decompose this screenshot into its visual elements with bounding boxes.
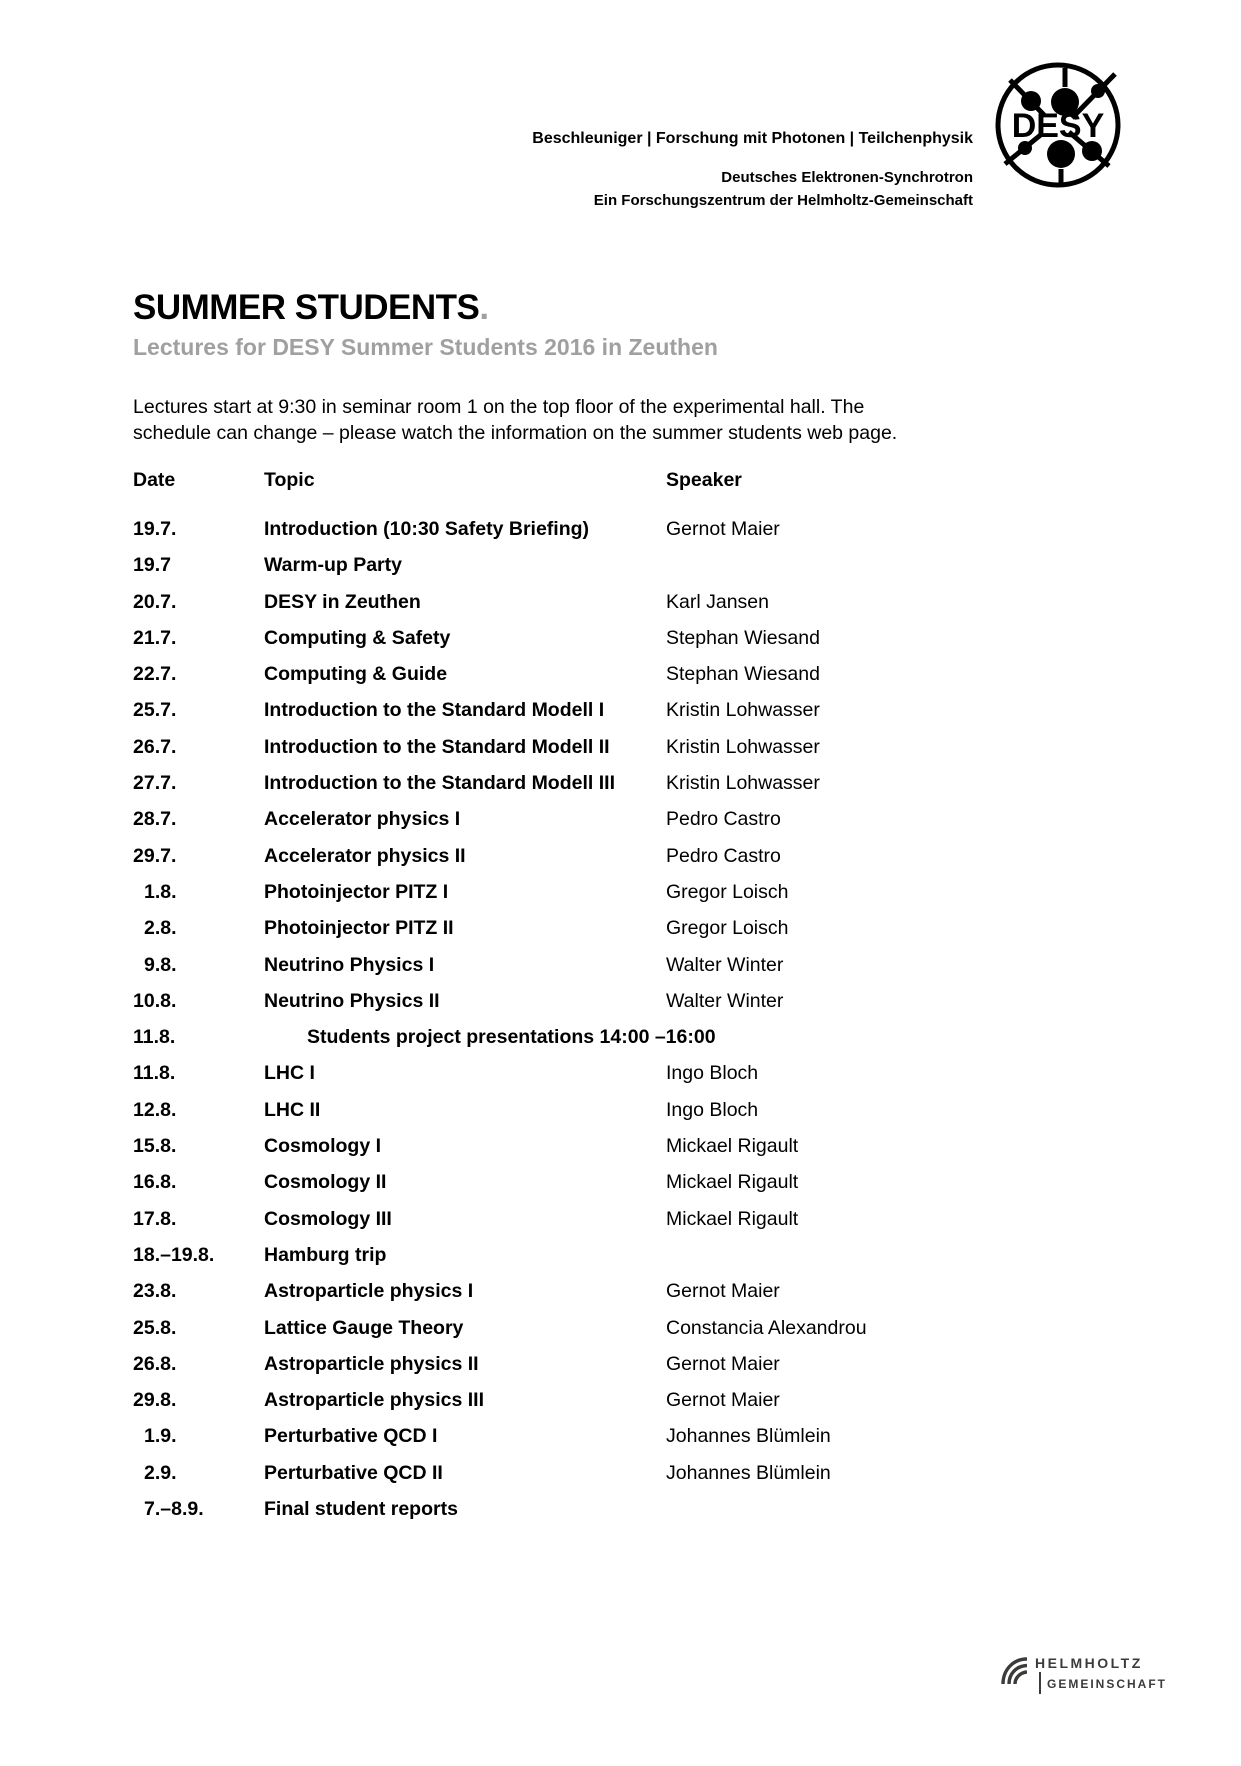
lecture-date: 7.–8.9. xyxy=(144,1498,204,1521)
lecture-speaker: Walter Winter xyxy=(666,953,784,976)
table-body xyxy=(133,511,1123,1527)
lecture-date: 1.8. xyxy=(144,880,177,903)
lecture-speaker: Stephan Wiesand xyxy=(666,663,820,686)
table-row xyxy=(133,1128,1123,1164)
table-row xyxy=(133,1346,1123,1382)
lecture-topic: Cosmology I xyxy=(264,1135,382,1158)
lecture-speaker: Gregor Loisch xyxy=(666,880,789,903)
column-header-speaker: Speaker xyxy=(666,469,742,491)
lecture-topic: Neutrino Physics II xyxy=(264,989,440,1012)
table-row xyxy=(133,874,1123,910)
table-row xyxy=(133,656,1123,692)
helmholtz-gemeinschaft: GEMEINSCHAFT xyxy=(1047,1677,1167,1691)
table-row xyxy=(133,1418,1123,1454)
table-row xyxy=(133,1455,1123,1491)
helmholtz-divider-bar xyxy=(1039,1672,1041,1694)
lecture-topic: Accelerator physics II xyxy=(264,844,466,867)
lecture-date: 19.7. xyxy=(133,518,177,540)
lecture-speaker: Johannes Blümlein xyxy=(666,1425,831,1448)
lecture-topic: Accelerator physics I xyxy=(264,808,461,831)
lecture-topic: Computing & Safety xyxy=(264,626,451,649)
lecture-speaker: Stephan Wiesand xyxy=(666,626,820,649)
table-row xyxy=(133,910,1123,946)
desy-org-line2: Ein Forschungszentrum der Helmholtz-Gemeinschaft xyxy=(593,192,973,209)
lecture-date: 18.–19.8. xyxy=(133,1243,215,1266)
lecture-date: 25.8. xyxy=(133,1316,177,1339)
helmholtz-swoosh-icon xyxy=(1001,1657,1027,1685)
lecture-date: 17.8. xyxy=(133,1207,177,1230)
table-row xyxy=(133,947,1123,983)
lecture-topic: Photoinjector PITZ II xyxy=(264,917,454,940)
table-row xyxy=(133,547,1123,583)
lecture-topic: Introduction to the Standard Modell I xyxy=(264,699,605,722)
lecture-date: 9.8. xyxy=(144,953,177,976)
table-row xyxy=(133,1382,1123,1418)
intro-line-2: schedule can change – please watch the information on the summer students web page. xyxy=(133,422,898,444)
lecture-topic: Perturbative QCD I xyxy=(264,1425,438,1448)
lecture-schedule-table xyxy=(133,462,1123,1527)
lecture-date: 1.9. xyxy=(144,1425,177,1448)
lecture-topic: Photoinjector PITZ I xyxy=(264,880,449,903)
lecture-date: 2.9. xyxy=(144,1461,177,1484)
lecture-date: 12.8. xyxy=(133,1098,177,1121)
helmholtz-sub xyxy=(1039,1672,1167,1694)
desy-org-line1: Deutsches Elektronen-Synchrotron xyxy=(721,169,973,186)
lecture-speaker: Johannes Blümlein xyxy=(666,1461,831,1484)
table-row xyxy=(133,1055,1123,1091)
helmholtz-logo xyxy=(1001,1655,1167,1694)
table-row xyxy=(133,801,1123,837)
lecture-topic: Cosmology II xyxy=(264,1171,387,1194)
lecture-date: 22.7. xyxy=(133,663,177,686)
lecture-speaker xyxy=(666,547,1123,583)
table-row xyxy=(133,983,1123,1019)
lecture-speaker: Gernot Maier xyxy=(666,1389,780,1412)
lecture-speaker: Walter Winter xyxy=(666,989,784,1012)
page-title-period: . xyxy=(479,288,489,327)
lecture-speaker: Ingo Bloch xyxy=(666,1062,759,1085)
lecture-topic: Warm-up Party xyxy=(264,554,402,577)
lecture-speaker: Mickael Rigault xyxy=(666,1135,799,1158)
page-title xyxy=(133,288,489,328)
lecture-topic: Computing & Guide xyxy=(264,663,448,686)
lecture-speaker: Pedro Castro xyxy=(666,808,781,831)
table-header-row xyxy=(133,462,1123,511)
table-row xyxy=(133,584,1123,620)
page-subtitle: Lectures for DESY Summer Students 2016 in Zeuthen xyxy=(133,334,718,360)
lecture-date: 2.8. xyxy=(144,917,177,940)
lecture-date: 11.8. xyxy=(133,1026,176,1049)
lecture-topic: Astroparticle physics II xyxy=(264,1352,479,1375)
lecture-topic: LHC II xyxy=(264,1098,321,1121)
lecture-speaker: Pedro Castro xyxy=(666,844,781,867)
lecture-topic: Lattice Gauge Theory xyxy=(264,1316,464,1339)
lecture-date: 26.7. xyxy=(133,735,177,758)
lecture-speaker xyxy=(666,1237,1123,1273)
intro-line-1: Lectures start at 9:30 in seminar room 1 on the top floor of the experimental hall. The xyxy=(133,396,865,418)
column-header-date: Date xyxy=(133,469,176,491)
lecture-speaker: Karl Jansen xyxy=(666,590,769,613)
lecture-topic: Astroparticle physics III xyxy=(264,1389,484,1412)
lecture-topic: Hamburg trip xyxy=(264,1243,387,1266)
table-row xyxy=(133,1491,1123,1527)
lecture-topic: Neutrino Physics I xyxy=(264,953,435,976)
lecture-speaker: Kristin Lohwasser xyxy=(666,772,820,795)
table-row xyxy=(133,1310,1123,1346)
lecture-date: 16.8. xyxy=(133,1171,177,1194)
lecture-speaker: Gernot Maier xyxy=(666,518,780,540)
lecture-topic: Final student reports xyxy=(264,1498,458,1521)
lecture-date: 11.8. xyxy=(133,1062,176,1085)
helmholtz-name: HELMHOLTZ xyxy=(1035,1655,1143,1671)
lecture-date: 28.7. xyxy=(133,808,177,831)
table-row xyxy=(133,692,1123,728)
lecture-speaker xyxy=(666,1491,1123,1527)
desy-tagline: Beschleuniger | Forschung mit Photonen | Teilchenphysik xyxy=(532,130,973,147)
table-row xyxy=(133,1237,1123,1273)
lecture-speaker: Constancia Alexandrou xyxy=(666,1316,867,1339)
intro-paragraph xyxy=(133,394,897,446)
lecture-speaker: Mickael Rigault xyxy=(666,1207,799,1230)
helmholtz-wordmark xyxy=(1035,1655,1167,1694)
lecture-date: 25.7. xyxy=(133,699,177,722)
lecture-date: 19.7 xyxy=(133,554,171,577)
desy-logo-text: DESY xyxy=(1011,107,1105,145)
lecture-topic: Astroparticle physics I xyxy=(264,1280,474,1303)
lecture-date: 29.7. xyxy=(133,844,177,867)
lecture-topic: Perturbative QCD II xyxy=(264,1461,443,1484)
lecture-topic: DESY in Zeuthen xyxy=(264,590,421,613)
table-row xyxy=(133,1164,1123,1200)
lecture-date: 15.8. xyxy=(133,1135,177,1158)
lecture-speaker: Gernot Maier xyxy=(666,1352,780,1375)
lecture-speaker: Gernot Maier xyxy=(666,1280,780,1303)
lecture-date: 26.8. xyxy=(133,1352,177,1375)
table-row xyxy=(133,511,1123,547)
lecture-date: 27.7. xyxy=(133,772,177,795)
lecture-date: 29.8. xyxy=(133,1389,177,1412)
lecture-speaker: Mickael Rigault xyxy=(666,1171,799,1194)
table-row xyxy=(133,765,1123,801)
desy-logo-icon xyxy=(993,60,1123,190)
lecture-topic: Introduction to the Standard Modell III xyxy=(264,772,615,795)
column-header-topic: Topic xyxy=(264,469,315,491)
table-row xyxy=(133,1201,1123,1237)
lecture-topic: Introduction (10:30 Safety Briefing) xyxy=(264,518,590,540)
table-row xyxy=(133,729,1123,765)
table-row xyxy=(133,1019,1123,1055)
lecture-speaker: Kristin Lohwasser xyxy=(666,735,820,758)
page-title-text: SUMMER STUDENTS xyxy=(133,288,480,327)
lecture-date: 21.7. xyxy=(133,626,177,649)
lecture-topic: Students project presentations 14:00 –16:00 xyxy=(307,1026,716,1049)
lecture-topic: Cosmology III xyxy=(264,1207,392,1230)
lecture-topic: Introduction to the Standard Modell II xyxy=(264,735,610,758)
lecture-speaker: Ingo Bloch xyxy=(666,1098,759,1121)
desy-org-block xyxy=(594,166,973,212)
lecture-topic: LHC I xyxy=(264,1062,315,1085)
lecture-speaker: Gregor Loisch xyxy=(666,917,789,940)
table-row xyxy=(133,620,1123,656)
table-row xyxy=(133,1273,1123,1309)
lecture-date: 23.8. xyxy=(133,1280,177,1303)
table-row xyxy=(133,1092,1123,1128)
table-row xyxy=(133,838,1123,874)
lecture-speaker: Kristin Lohwasser xyxy=(666,699,820,722)
lecture-date: 10.8. xyxy=(133,989,177,1012)
lecture-date: 20.7. xyxy=(133,590,177,613)
